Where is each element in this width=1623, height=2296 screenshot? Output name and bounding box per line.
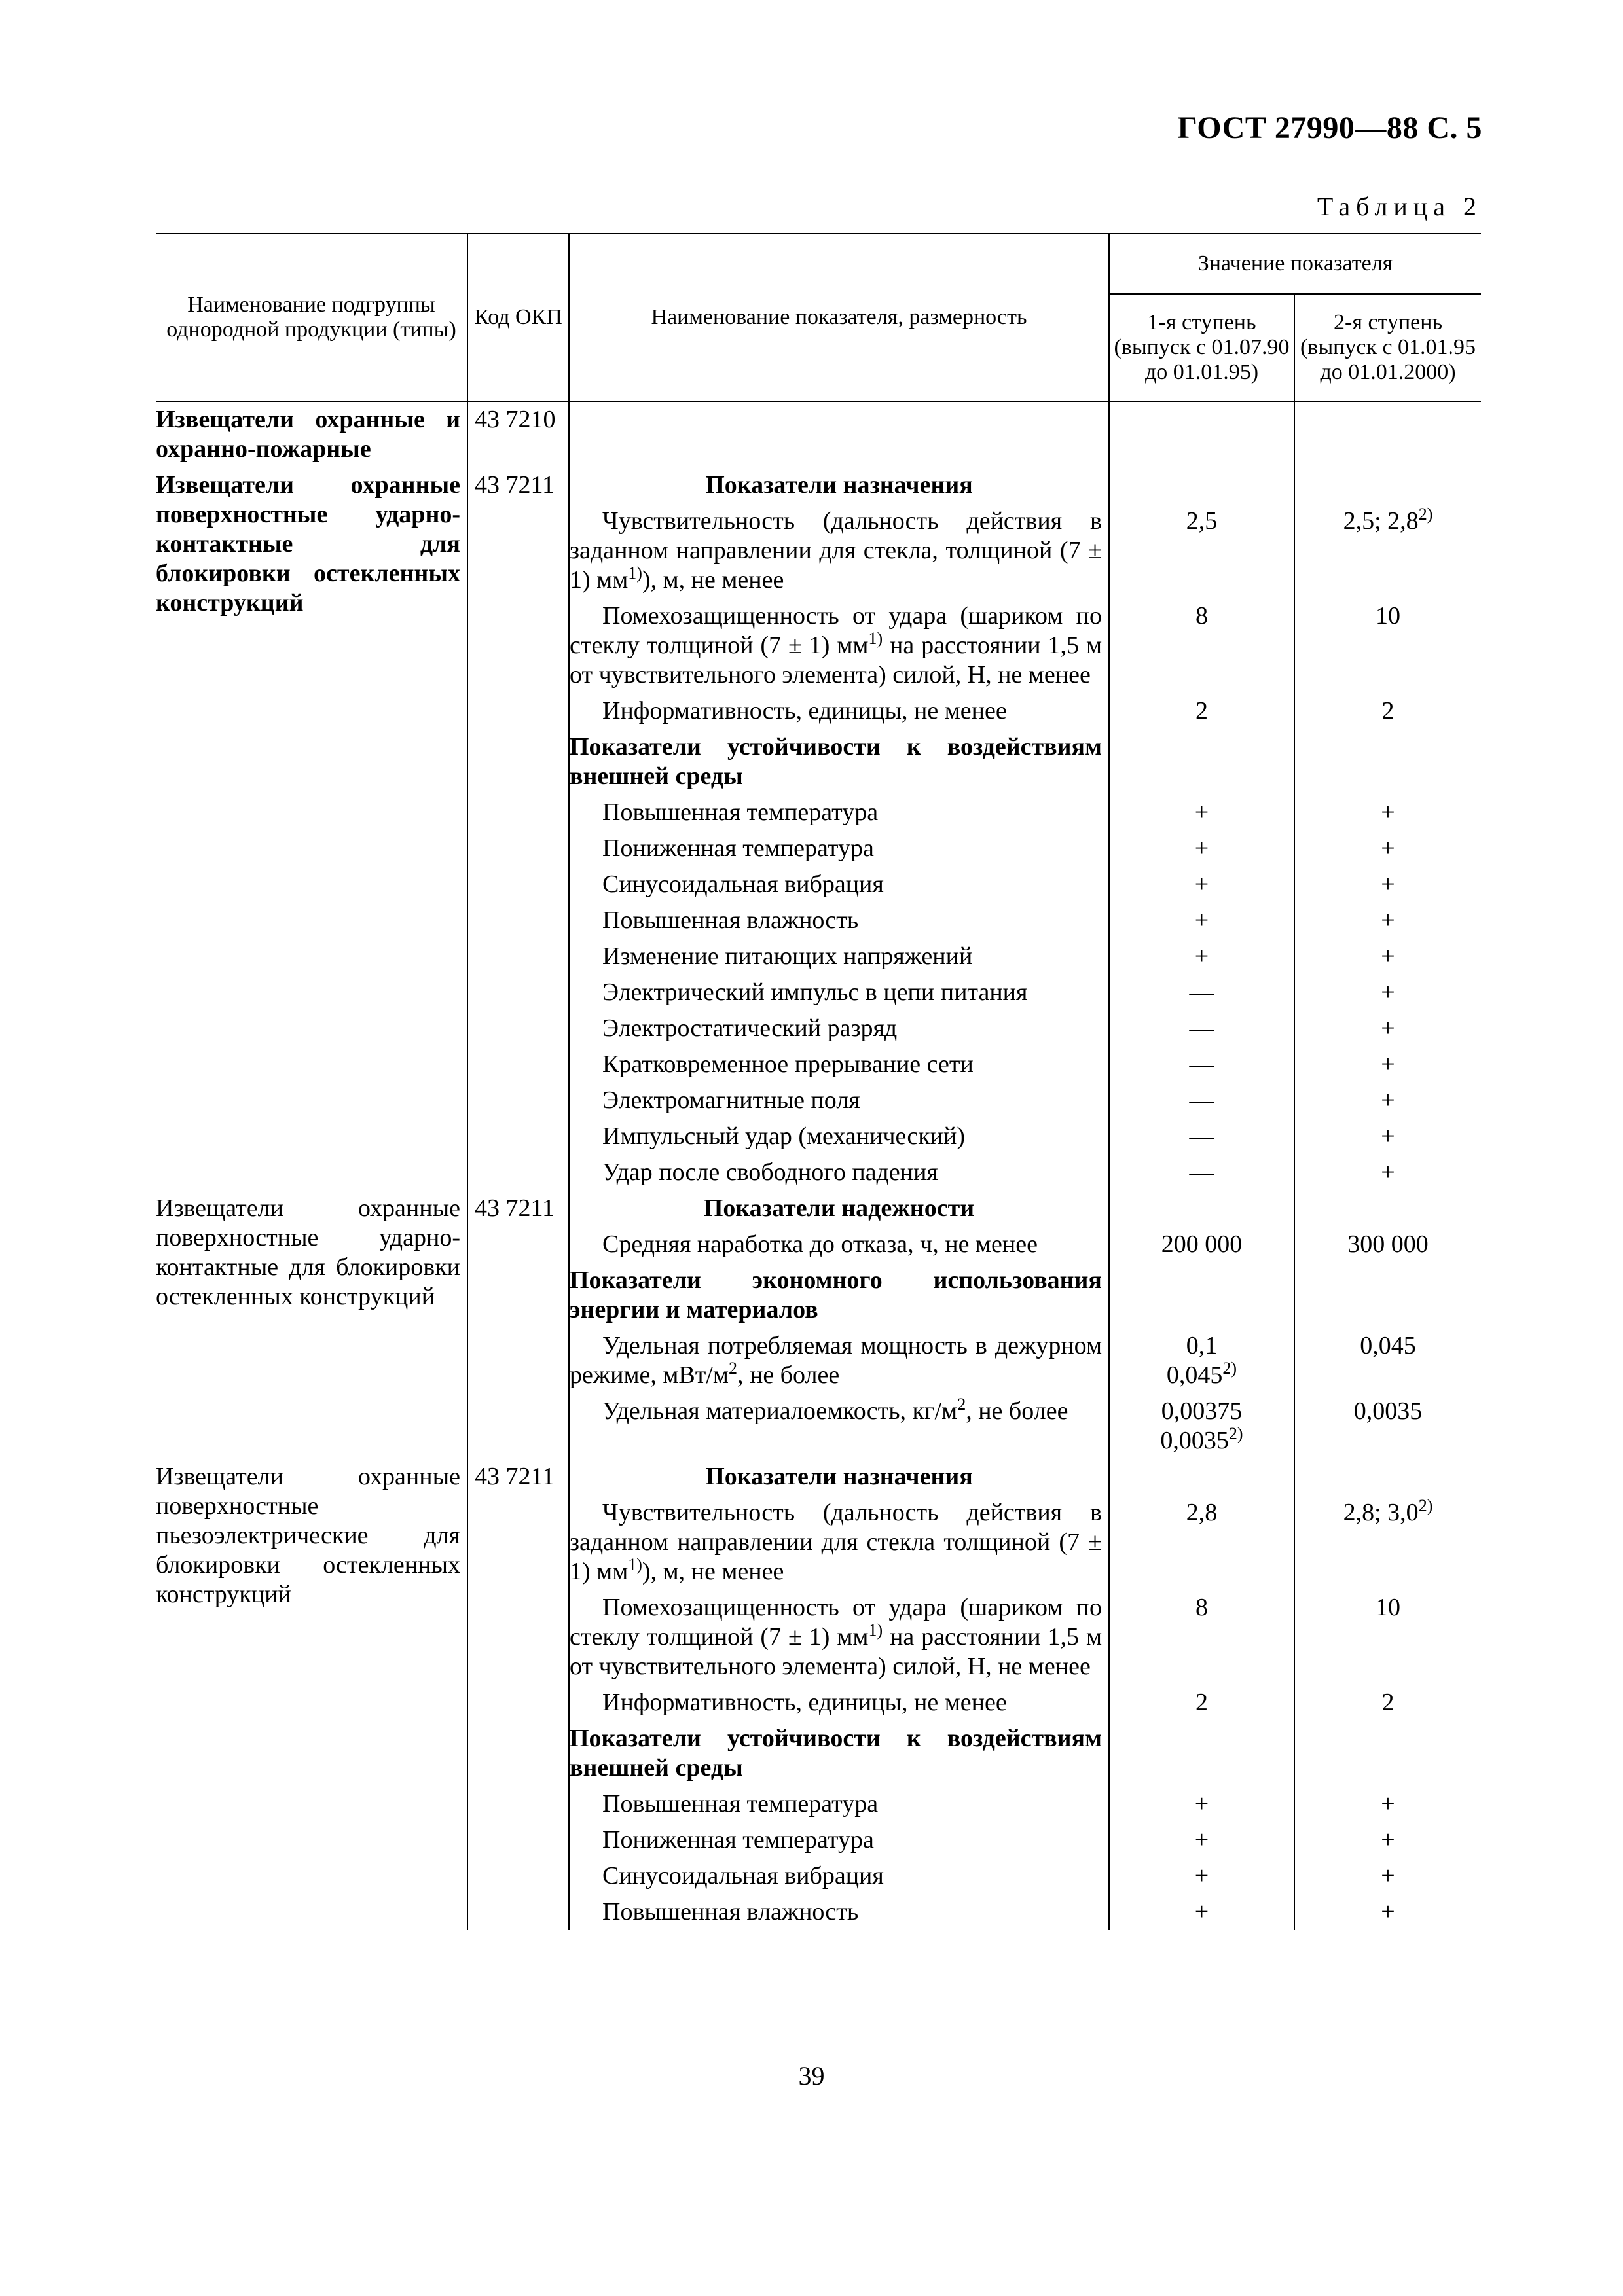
page-number: 39: [798, 2061, 825, 2090]
value-stage1-cell: [1109, 598, 1294, 693]
value-stage1-cell: [1109, 1721, 1294, 1786]
value-stage1-cell: [1109, 1155, 1294, 1191]
value-stage1: 0,1: [1186, 1332, 1218, 1359]
value-stage1: +: [1194, 834, 1209, 862]
value-stage1: 200 000: [1161, 1230, 1243, 1258]
value-stage2: +: [1381, 942, 1395, 970]
value-stage2-cell: [1294, 1685, 1481, 1721]
value-stage2-cell: [1294, 867, 1481, 903]
value-stage1: —: [1189, 1086, 1214, 1114]
indicator-cell: [569, 1047, 1109, 1083]
indicator-text: Импульсный удар (механический): [602, 1122, 966, 1150]
indicator-cell: [569, 1119, 1109, 1155]
value-stage2: 300 000: [1347, 1230, 1429, 1258]
value-stage1-cell: [1109, 693, 1294, 729]
indicator-text: Удар после свободного падения: [602, 1158, 938, 1186]
document-header: ГОСТ 27990—88 С. 5: [1177, 111, 1482, 145]
value-stage1: +: [1194, 942, 1209, 970]
value-stage2-cell: [1294, 1191, 1481, 1227]
value-stage1: 8: [1195, 1594, 1208, 1621]
indicator-text-tail: ), м, не менее: [642, 1558, 784, 1585]
footnote-marker: 2: [957, 1395, 966, 1414]
indicator-text: Пониженная температура: [602, 834, 874, 862]
indicator-text: Помехозащищенность от удара (шариком по стеклу толщиной (7 ± 1) мм: [570, 602, 1102, 659]
footnote-marker: 2): [1228, 1424, 1243, 1443]
value-stage2-cell: [1294, 795, 1481, 831]
value-stage1-cell: [1109, 401, 1294, 467]
value-stage2-cell: [1294, 1459, 1481, 1495]
indicator-cell: [569, 1227, 1109, 1263]
indicator-text-tail: , не более: [966, 1397, 1068, 1425]
value-stage1-cell: [1109, 795, 1294, 831]
indicator-section-heading: Показатели устойчивости к воздействиям внешней среды: [569, 729, 1109, 795]
indicator-section-heading: Показатели устойчивости к воздействиям внешней среды: [569, 1721, 1109, 1786]
value-stage1-cell: [1109, 1263, 1294, 1328]
product-group-cell: Извещатели охранные поверхностные пьезоэлектрические для блокировки остекленных конструкций: [156, 1459, 467, 1930]
indicator-text: Повышенная температура: [602, 798, 879, 826]
value-stage1-cell: [1109, 729, 1294, 795]
indicator-cell: [569, 831, 1109, 867]
indicator-cell: [569, 693, 1109, 729]
indicator-cell: [569, 939, 1109, 975]
footnote-marker: 2): [1222, 1359, 1237, 1378]
specification-table: [156, 233, 1481, 1930]
indicator-text: Синусоидальная вибрация: [602, 870, 884, 898]
okp-code-cell: 43 7211: [467, 467, 569, 1191]
value-stage2-cell: [1294, 1822, 1481, 1858]
value-stage2-cell: [1294, 729, 1481, 795]
table-caption: Таблица 2: [1317, 192, 1482, 221]
value-stage2: 2: [1381, 697, 1395, 725]
value-stage1: 2: [1195, 1689, 1208, 1716]
value-stage2: +: [1381, 1862, 1395, 1890]
value-stage1-cell: [1109, 467, 1294, 503]
indicator-text: Пониженная температура: [602, 1826, 874, 1854]
value-stage2-cell: [1294, 1894, 1481, 1930]
column-header-stage2: 2-я ступень (выпуск с 01.01.95 до 01.01.2000): [1294, 294, 1481, 401]
table-row: [156, 401, 1481, 467]
value-stage1-alt-text: 0,0035: [1160, 1427, 1229, 1454]
value-stage1: +: [1194, 798, 1209, 826]
value-stage2: +: [1381, 1898, 1395, 1926]
value-stage2-cell: [1294, 903, 1481, 939]
value-stage1-cell: [1109, 903, 1294, 939]
value-stage2-cell: [1294, 939, 1481, 975]
value-stage2: +: [1381, 978, 1395, 1006]
value-stage1-cell: [1109, 1685, 1294, 1721]
footnote-marker: 1): [868, 629, 883, 648]
value-stage2-cell: [1294, 1119, 1481, 1155]
value-stage2: +: [1381, 870, 1395, 898]
indicator-text: Информативность, единицы, не менее: [602, 1689, 1007, 1716]
value-stage1: 2,8: [1186, 1499, 1218, 1526]
value-stage2-cell: [1294, 1858, 1481, 1894]
indicator-text: Электромагнитные поля: [602, 1086, 860, 1114]
value-stage2-cell: [1294, 1083, 1481, 1119]
value-stage1-cell: [1109, 867, 1294, 903]
indicator-text: Изменение питающих напряжений: [602, 942, 973, 970]
column-header-indicator: Наименование показателя, размерность: [569, 234, 1109, 401]
column-header-value: Значение показателя: [1109, 234, 1481, 294]
indicator-section-heading: Показатели назначения: [569, 1459, 1109, 1495]
indicator-cell: [569, 1685, 1109, 1721]
value-stage2-cell: [1294, 1495, 1481, 1590]
value-stage2-cell: [1294, 693, 1481, 729]
indicator-text-tail: ), м, не менее: [642, 566, 784, 594]
indicator-cell: [569, 598, 1109, 693]
value-stage1: 2: [1195, 697, 1208, 725]
value-stage2-cell: [1294, 1721, 1481, 1786]
value-stage1-cell: [1109, 1459, 1294, 1495]
indicator-text-tail: на расстоянии 1,5 м от чувствительного элемента) силой, Н, не менее: [570, 632, 1103, 689]
value-stage1-cell: [1109, 503, 1294, 598]
value-stage1: +: [1194, 870, 1209, 898]
value-stage1-cell: [1109, 1393, 1294, 1459]
okp-code-cell: 43 7211: [467, 1191, 569, 1459]
value-stage2: 2: [1381, 1689, 1395, 1716]
value-stage1-cell: [1109, 1047, 1294, 1083]
footnote-marker: 1): [628, 564, 642, 583]
indicator-section-heading: Показатели назначения: [569, 467, 1109, 503]
value-stage1: 0,00375: [1161, 1397, 1243, 1425]
value-stage2: +: [1381, 1826, 1395, 1854]
value-stage2-cell: [1294, 1227, 1481, 1263]
value-stage2-cell: [1294, 401, 1481, 467]
column-header-code: Код ОКП: [467, 234, 569, 401]
value-stage2-cell: [1294, 975, 1481, 1011]
indicator-cell: [569, 1011, 1109, 1047]
value-stage2: 2,8; 3,0: [1343, 1499, 1419, 1526]
indicator-text-tail: , не более: [737, 1361, 840, 1389]
indicator-cell: [569, 503, 1109, 598]
value-stage2-cell: [1294, 1263, 1481, 1328]
table-row: [156, 1459, 1481, 1495]
indicator-section-heading: Показатели надежности: [569, 1191, 1109, 1227]
value-stage2: +: [1381, 1014, 1395, 1042]
value-stage2: +: [1381, 1790, 1395, 1818]
value-stage2-cell: [1294, 1011, 1481, 1047]
indicator-cell: [569, 867, 1109, 903]
indicator-text: Электростатический разряд: [602, 1014, 898, 1042]
table-row: [156, 467, 1481, 503]
value-stage1-cell: [1109, 1011, 1294, 1047]
value-stage2-cell: [1294, 1155, 1481, 1191]
indicator-cell: [569, 1083, 1109, 1119]
indicator-cell: [569, 1328, 1109, 1393]
value-stage1-cell: [1109, 1083, 1294, 1119]
indicator-cell: [569, 1822, 1109, 1858]
indicator-cell: [569, 1155, 1109, 1191]
indicator-text-tail: на расстоянии 1,5 м от чувствительного элемента) силой, Н, не менее: [570, 1623, 1103, 1680]
value-stage2: 10: [1376, 602, 1400, 630]
indicator-text: Синусоидальная вибрация: [602, 1862, 884, 1890]
indicator-text: Повышенная температура: [602, 1790, 879, 1818]
value-stage1-cell: [1109, 939, 1294, 975]
value-stage1: —: [1189, 1158, 1214, 1186]
indicator-cell: [569, 1495, 1109, 1590]
indicator-cell: [569, 401, 1109, 467]
value-stage1-alt: [1116, 1426, 1287, 1456]
value-stage1: +: [1194, 1862, 1209, 1890]
value-stage1-cell: [1109, 1227, 1294, 1263]
value-stage1-cell: [1109, 1590, 1294, 1685]
indicator-cell: [569, 1894, 1109, 1930]
value-stage1: —: [1189, 1050, 1214, 1078]
value-stage1-cell: [1109, 1119, 1294, 1155]
value-stage1-cell: [1109, 1495, 1294, 1590]
indicator-text: Повышенная влажность: [602, 1898, 859, 1926]
value-stage1-alt-text: 0,045: [1166, 1361, 1223, 1389]
value-stage2-cell: [1294, 1047, 1481, 1083]
value-stage1-alt: [1116, 1361, 1287, 1390]
indicator-cell: [569, 1590, 1109, 1685]
indicator-cell: [569, 1393, 1109, 1459]
value-stage2-cell: [1294, 467, 1481, 503]
value-stage2: +: [1381, 1122, 1395, 1150]
footnote-marker: 1): [868, 1621, 883, 1640]
value-stage2-cell: [1294, 598, 1481, 693]
value-stage2-cell: [1294, 503, 1481, 598]
value-stage1-cell: [1109, 1328, 1294, 1393]
value-stage1-cell: [1109, 1191, 1294, 1227]
value-stage1-cell: [1109, 1858, 1294, 1894]
okp-code-cell: 43 7210: [467, 401, 569, 467]
value-stage1-cell: [1109, 1786, 1294, 1822]
column-header-group: Наименование подгруппы однородной продукции (типы): [156, 234, 467, 401]
value-stage2-cell: [1294, 1786, 1481, 1822]
value-stage1: —: [1189, 1014, 1214, 1042]
value-stage1: —: [1189, 978, 1214, 1006]
value-stage1-cell: [1109, 1822, 1294, 1858]
product-group-cell: Извещатели охранные и охранно-пожарные: [156, 401, 467, 467]
product-group-cell: Извещатели охранные поверхностные ударно-контактные для блокировки остекленных конструкций: [156, 467, 467, 1191]
indicator-cell: [569, 975, 1109, 1011]
indicator-cell: [569, 903, 1109, 939]
value-stage1-cell: [1109, 831, 1294, 867]
indicator-cell: [569, 1786, 1109, 1822]
value-stage1: +: [1194, 906, 1209, 934]
value-stage1: 8: [1195, 602, 1208, 630]
indicator-text: Электрический импульс в цепи питания: [602, 978, 1028, 1006]
value-stage1: +: [1194, 1826, 1209, 1854]
indicator-text: Чувствительность (дальность действия в заданном направлении для стекла толщиной (7 ± 1) мм: [570, 1499, 1102, 1585]
indicator-cell: [569, 795, 1109, 831]
value-stage1-cell: [1109, 1894, 1294, 1930]
indicator-text: Удельная материалоемкость, кг/м: [602, 1397, 958, 1425]
value-stage2: 0,0035: [1353, 1397, 1423, 1425]
footnote-marker: 2): [1418, 505, 1433, 524]
value-stage2: +: [1381, 1086, 1395, 1114]
value-stage2-cell: [1294, 1590, 1481, 1685]
indicator-text: Повышенная влажность: [602, 906, 859, 934]
value-stage1: 2,5: [1186, 507, 1218, 535]
value-stage1: +: [1194, 1898, 1209, 1926]
value-stage2-cell: [1294, 831, 1481, 867]
value-stage1: +: [1194, 1790, 1209, 1818]
product-group-cell: Извещатели охранные поверхностные ударно-контактные для блокировки остекленных конструкций: [156, 1191, 467, 1459]
footnote-marker: 1): [628, 1555, 642, 1574]
table-row: [156, 1191, 1481, 1227]
indicator-section-heading: Показатели экономного использования энергии и материалов: [569, 1263, 1109, 1328]
indicator-text: Чувствительность (дальность действия в заданном направлении для стекла, толщиной (7 ± 1) мм: [570, 507, 1102, 594]
indicator-text: Кратковременное прерывание сети: [602, 1050, 974, 1078]
column-header-stage1: 1-я ступень (выпуск с 01.07.90 до 01.01.95): [1109, 294, 1294, 401]
indicator-text: Помехозащищенность от удара (шариком по стеклу толщиной (7 ± 1) мм: [570, 1594, 1102, 1651]
value-stage1: —: [1189, 1122, 1214, 1150]
value-stage2: 10: [1376, 1594, 1400, 1621]
value-stage2: +: [1381, 906, 1395, 934]
indicator-text: Средняя наработка до отказа, ч, не менее: [602, 1230, 1038, 1258]
value-stage2: +: [1381, 834, 1395, 862]
indicator-cell: [569, 1858, 1109, 1894]
value-stage2: +: [1381, 798, 1395, 826]
okp-code-cell: 43 7211: [467, 1459, 569, 1930]
value-stage2: 2,5; 2,8: [1343, 507, 1419, 535]
indicator-text: Информативность, единицы, не менее: [602, 697, 1007, 725]
value-stage1-cell: [1109, 975, 1294, 1011]
indicator-text: Удельная потребляемая мощность в дежурном режиме, мВт/м: [570, 1332, 1102, 1389]
table-body: [156, 401, 1481, 1930]
value-stage2-cell: [1294, 1393, 1481, 1459]
value-stage2: +: [1381, 1050, 1395, 1078]
value-stage2-cell: [1294, 1328, 1481, 1393]
value-stage2: 0,045: [1360, 1332, 1416, 1359]
value-stage2: +: [1381, 1158, 1395, 1186]
footnote-marker: 2: [728, 1359, 737, 1378]
footnote-marker: 2): [1418, 1496, 1433, 1515]
